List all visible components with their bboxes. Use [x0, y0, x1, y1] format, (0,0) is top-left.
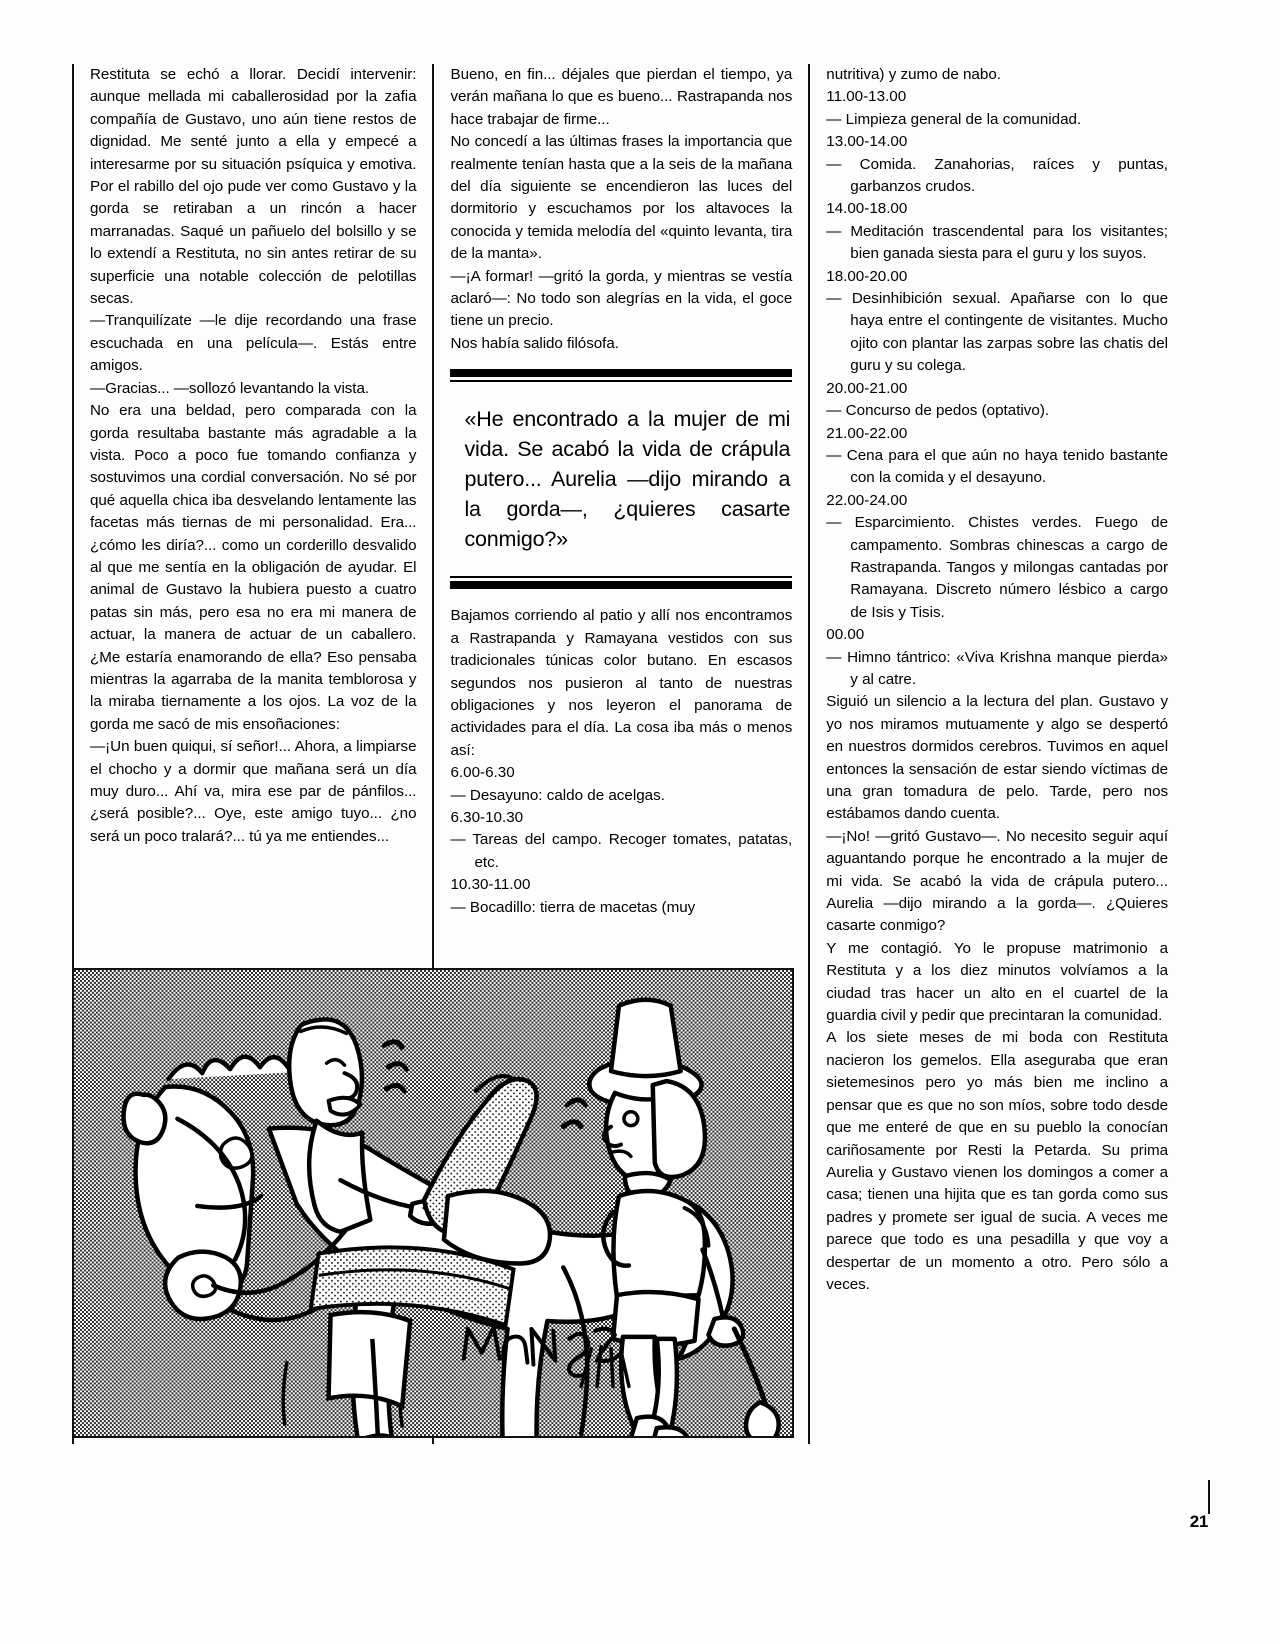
schedule-time: 20.00-21.00	[826, 379, 908, 397]
paragraph: Y me contagió. Yo le propuse matrimonio a Restituta y a los diez minutos volvíamos a la ciudad tras hacer un alto en el cuartel de la guardia civil y pedir que precintaran la comunidad.	[826, 939, 1169, 1025]
pull-quote-rule-top	[450, 369, 792, 377]
schedule-time: 10.30-11.00	[450, 876, 531, 894]
paragraph: —Gracias... —sollozó levantando la vista.	[90, 379, 370, 397]
paragraph: —¡A formar! —gritó la gorda, y mientras se vestía aclaró—: No todo son alegrías en la vida, el goce tiene un precio.	[450, 267, 793, 330]
schedule-item: — Bocadillo: tierra de macetas (muy	[450, 898, 696, 916]
illustration-artwork	[74, 970, 792, 1436]
schedule-item-continuation: nutritiva) y zumo de nabo.	[826, 66, 1001, 83]
paragraph: —Tranquilízate —le dije recordando una frase escuchada en una película—. Estás entre amigos.	[90, 312, 417, 375]
schedule-time: 13.00-14.00	[826, 133, 908, 151]
paragraph: No era una beldad, pero comparada con la gorda resultaba bastante más agradable a la vista. Poco a poco fue tomando confianza y sostuvimos una cordial conversación. No sé por qué aquella chica iba desvelando lentamente las facetas más tiernas de mi personalidad. Era... ¿cómo les diría?... como un corderillo desvalido al que me sentía en la obligación de ayudar. El animal de Gustavo la hubiera puesto a cuatro patas sin más, pero esa no era mi manera de actuar, la manera de actuar de un caballero. ¿Me estaría enamorando de ella? Eso pensaba mientras la agarraba de la manita temblorosa y la miraba tiernamente a los ojos. La voz de la gorda me sacó de mis ensoñaciones:	[90, 402, 417, 733]
column-3	[808, 64, 1168, 1444]
schedule-time: 11.00-13.00	[826, 88, 907, 106]
paragraph: Siguió un silencio a la lectura del plan. Gustavo y yo nos miramos mutuamente y algo se despertó en nuestros dormidos cerebros. Tuvimos en aquel entonces la sensación de estar siendo víctimas de una gran tomadura de pelo. Tarde, pero nos estábamos dando cuenta.	[826, 693, 1169, 823]
paragraph: Restituta se echó a llorar. Decidí intervenir: aunque mellada mi caballerosidad por la zafia compañía de Gustavo, uno aún tiene restos de dignidad. Me senté junto a ella y empecé a interesarme por su situación psíquica y emotiva. Por el rabillo del ojo pude ver como Gustavo y la gorda se retiraban a un rincón a hacer marranadas. Saqué un pañuelo del bolsillo y se lo extendí a Restituta, no sin antes retirar de su superficie una notable colección de pelotillas secas.	[90, 66, 417, 308]
schedule-item: — Himno tántrico: «Viva Krishna manque pierda» y al catre.	[826, 648, 1169, 688]
schedule-item: — Concurso de pedos (optativo).	[826, 402, 1050, 420]
paragraph: —¡Un buen quiqui, sí señor!... Ahora, a limpiarse el chocho y a dormir que mañana será un día muy duro... Ahí va, mira ese par de pánfilos... ¿será posible?... Oye, este amigo tuyo... ¿no será un poco tralará?... tú ya me entiendes...	[90, 738, 417, 845]
paragraph: A los siete meses de mi boda con Restituta nacieron los gemelos. Ella aseguraba que eran sietemesinos pero yo más bien me inclino a pensar que es que no son míos, sobre todo desde que me enteré de que en su pueblo la conocían cariñosamente por Resti la Petarda. Su prima Aurelia y Gustavo vienen los domingos a comer a casa; tienen una hijita que es tan gorda como sus padres y promete ser igual de sucia. A veces me parece que todo es una pesadilla y que voy a despertar de un momento a otro. Pero sólo a veces.	[826, 1029, 1169, 1293]
illustration	[72, 968, 794, 1438]
schedule-item: — Esparcimiento. Chistes verdes. Fuego de campamento. Sombras chinescas a cargo de Rastrapanda. Tangos y milongas cantadas por Ramayana. Discreto número lésbico a cargo de Isis y Tisis.	[826, 514, 1169, 621]
page-number: 21	[1189, 1512, 1208, 1531]
schedule-time: 18.00-20.00	[826, 267, 908, 285]
pull-quote-rule-bottom	[450, 581, 792, 589]
pull-quote-rule-bottom-thin	[450, 576, 792, 578]
schedule-item: — Tareas del campo. Recoger tomates, patatas, etc.	[450, 831, 793, 871]
schedule-time: 6.00-6.30	[450, 764, 515, 782]
schedule-item: — Desinhibición sexual. Apañarse con lo que haya entre el contingente de visitantes. Mucho ojito con plantar las zarpas sobre las chatis del guru y su colega.	[826, 290, 1169, 375]
paragraph: No concedí a las últimas frases la importancia que realmente tenían hasta que a la seis de la mañana del día siguiente se encendieron las luces del dormitorio y escuchamos por los altavoces la conocida y temida melodía del «quinto levanta, tira de la manta».	[450, 133, 793, 263]
schedule-time: 22.00-24.00	[826, 491, 908, 509]
schedule-item: — Comida. Zanahorias, raíces y puntas, garbanzos crudos.	[826, 155, 1169, 196]
schedule-list	[450, 762, 792, 919]
schedule-item: — Limpieza general de la comunidad.	[826, 110, 1082, 128]
schedule-time: 14.00-18.00	[826, 200, 908, 218]
folio-rule	[1208, 1480, 1210, 1514]
schedule-item: — Desayuno: caldo de acelgas.	[450, 786, 665, 804]
paragraph: Bajamos corriendo al patio y allí nos encontramos a Rastrapanda y Ramayana vestidos con sus tradicionales túnicas color butano. En escasos segundos nos pusieron al tanto de nuestras obligaciones y nos leyeron el panorama de actividades para el día. La cosa iba más o menos así:	[450, 607, 793, 759]
schedule-item: — Cena para el que aún no haya tenido bastante con la comida y el desayuno.	[826, 446, 1169, 487]
pull-quote	[450, 369, 792, 589]
paragraph: —¡No! —gritó Gustavo—. No necesito seguir aquí aguantando porque he encontrado a la mujer de mi vida. Se acabó la vida de crápula putero... Aurelia —dijo mirando a la gorda—. ¿Quieres casarte conmigo?	[826, 827, 1169, 935]
pull-quote-text: «He encontrado a la mujer de mi vida. Se acabó la vida de crápula putero... Aurelia —dijo mirando a la gorda—, ¿quieres casarte conmigo?»	[464, 407, 791, 552]
schedule-item: — Meditación trascendental para los visitantes; bien ganada siesta para el guru y los suyos.	[826, 222, 1169, 263]
paragraph: Bueno, en fin... déjales que pierdan el tiempo, ya verán mañana lo que es bueno... Rastrapanda nos hace trabajar de firme...	[450, 66, 793, 128]
schedule-time: 00.00	[826, 626, 865, 644]
schedule-time: 6.30-10.30	[450, 808, 524, 826]
schedule-time: 21.00-22.00	[826, 424, 908, 442]
paragraph: Nos había salido filósofa.	[450, 334, 619, 352]
schedule-list-continued	[826, 64, 1168, 691]
